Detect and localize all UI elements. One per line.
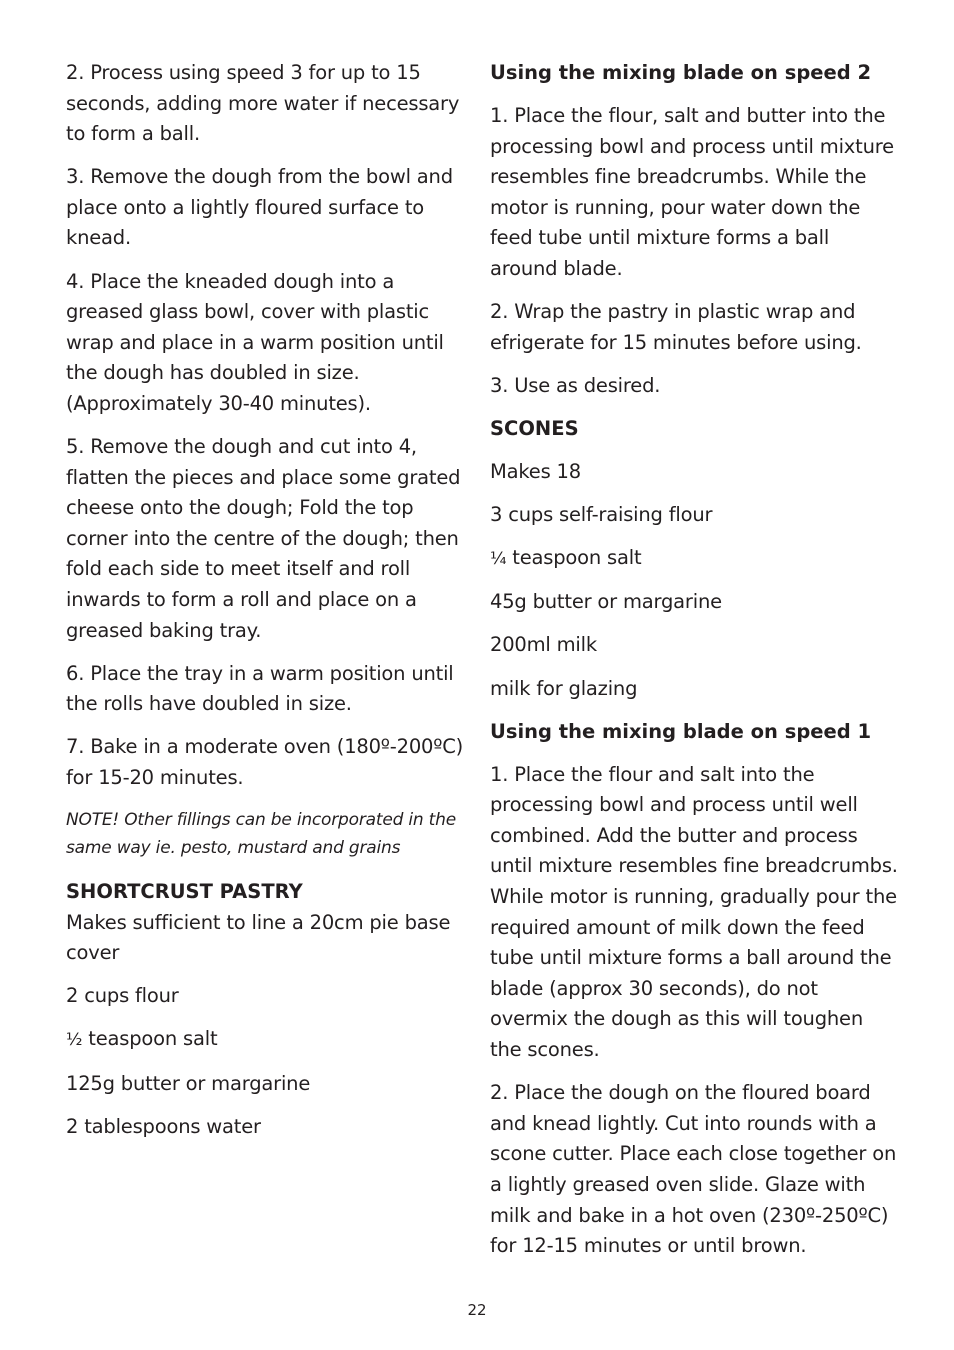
shortcrust-pastry-heading: SHORTCRUST PASTRY: [66, 880, 303, 904]
pastry-step-2: 2. Wrap the pastry in plastic wrap and efrigerate for 15 minutes before using.: [490, 300, 862, 354]
salt-text: teaspoon salt: [506, 546, 642, 570]
fillings-note: NOTE! Other fillings can be incorporated in the same way ie. pesto, mustard and grains: [66, 810, 456, 859]
blade-speed-2-heading: Using the mixing blade on speed 2: [490, 61, 872, 84]
left-column: [66, 58, 464, 1155]
bread-step-3: 3. Remove the dough from the bowl and place onto a lightly floured surface to knead.: [66, 165, 453, 250]
scones-ingredient-milk: 200ml milk: [490, 633, 597, 657]
bread-step-7: 7. Bake in a moderate oven (180º-200ºC) for 15-20 minutes.: [66, 735, 464, 789]
page-number: 22: [467, 1301, 487, 1319]
salt-fraction: ½: [66, 1030, 83, 1051]
scones-ingredient-salt: [490, 543, 900, 575]
scones-ingredient-glaze: milk for glazing: [490, 676, 638, 700]
salt-fraction: ¼: [490, 549, 507, 570]
scones-heading: SCONES: [490, 416, 579, 440]
shortcrust-ingredient-water: 2 tablespoons water: [66, 1114, 261, 1138]
shortcrust-makes: Makes sufficient to line a 20cm pie base cover: [66, 910, 451, 965]
bread-step-2: 2. Process using speed 3 for up to 15 seconds, adding more water if necessary to form a ball.: [66, 61, 460, 146]
bread-step-4: 4. Place the kneaded dough into a greased glass bowl, cover with plastic wrap and place in a warm position until the dough has doubled in size. (Approximately 30-40 minutes).: [66, 269, 444, 415]
bread-step-6: 6. Place the tray in a warm position until the rolls have doubled in size.: [66, 661, 454, 716]
shortcrust-ingredient-butter: 125g butter or margarine: [66, 1071, 311, 1095]
salt-text: teaspoon salt: [82, 1027, 218, 1051]
scones-step-1: 1. Place the flour and salt into the processing bowl and process until well combined. Add the butter and process until mixture resembles fine breadcrumbs. While motor is running, gradually pour the required amount of milk down the feed tube until mixture forms a ball around the blade (approx 30 seconds), do not overmix the dough as this will toughen the scones.: [490, 762, 898, 1062]
blade-speed-1-heading: Using the mixing blade on speed 1: [490, 719, 872, 743]
shortcrust-ingredient-flour: 2 cups flour: [66, 984, 179, 1008]
scones-ingredient-butter: 45g butter or margarine: [490, 590, 722, 614]
pastry-step-1: 1. Place the flour, salt and butter into the processing bowl and process until mixture resembles fine breadcrumbs. While the motor is running, pour water down the feed tube until mixture forms a ball around blade.: [490, 104, 894, 281]
shortcrust-ingredient-salt: [66, 1024, 464, 1056]
bread-step-5: 5. Remove the dough and cut into 4, flatten the pieces and place some grated cheese onto the dough; Fold the top corner into the centre of the dough; then fold each side to meet itself and roll inwards to form a roll and place on a greased baking tray.: [66, 435, 461, 642]
right-column: [490, 58, 900, 1274]
scones-step-2: 2. Place the dough on the floured board and knead lightly. Cut into rounds with a scone cutter. Place each close together on a lightly greased oven slide. Glaze with milk and bake in a hot oven (230º-250ºC) for 12-15 minutes or until brown.: [490, 1081, 897, 1258]
pastry-step-3: 3. Use as desired.: [490, 373, 661, 397]
scones-ingredient-flour: 3 cups self-raising flour: [490, 503, 713, 527]
scones-makes: Makes 18: [490, 460, 581, 484]
